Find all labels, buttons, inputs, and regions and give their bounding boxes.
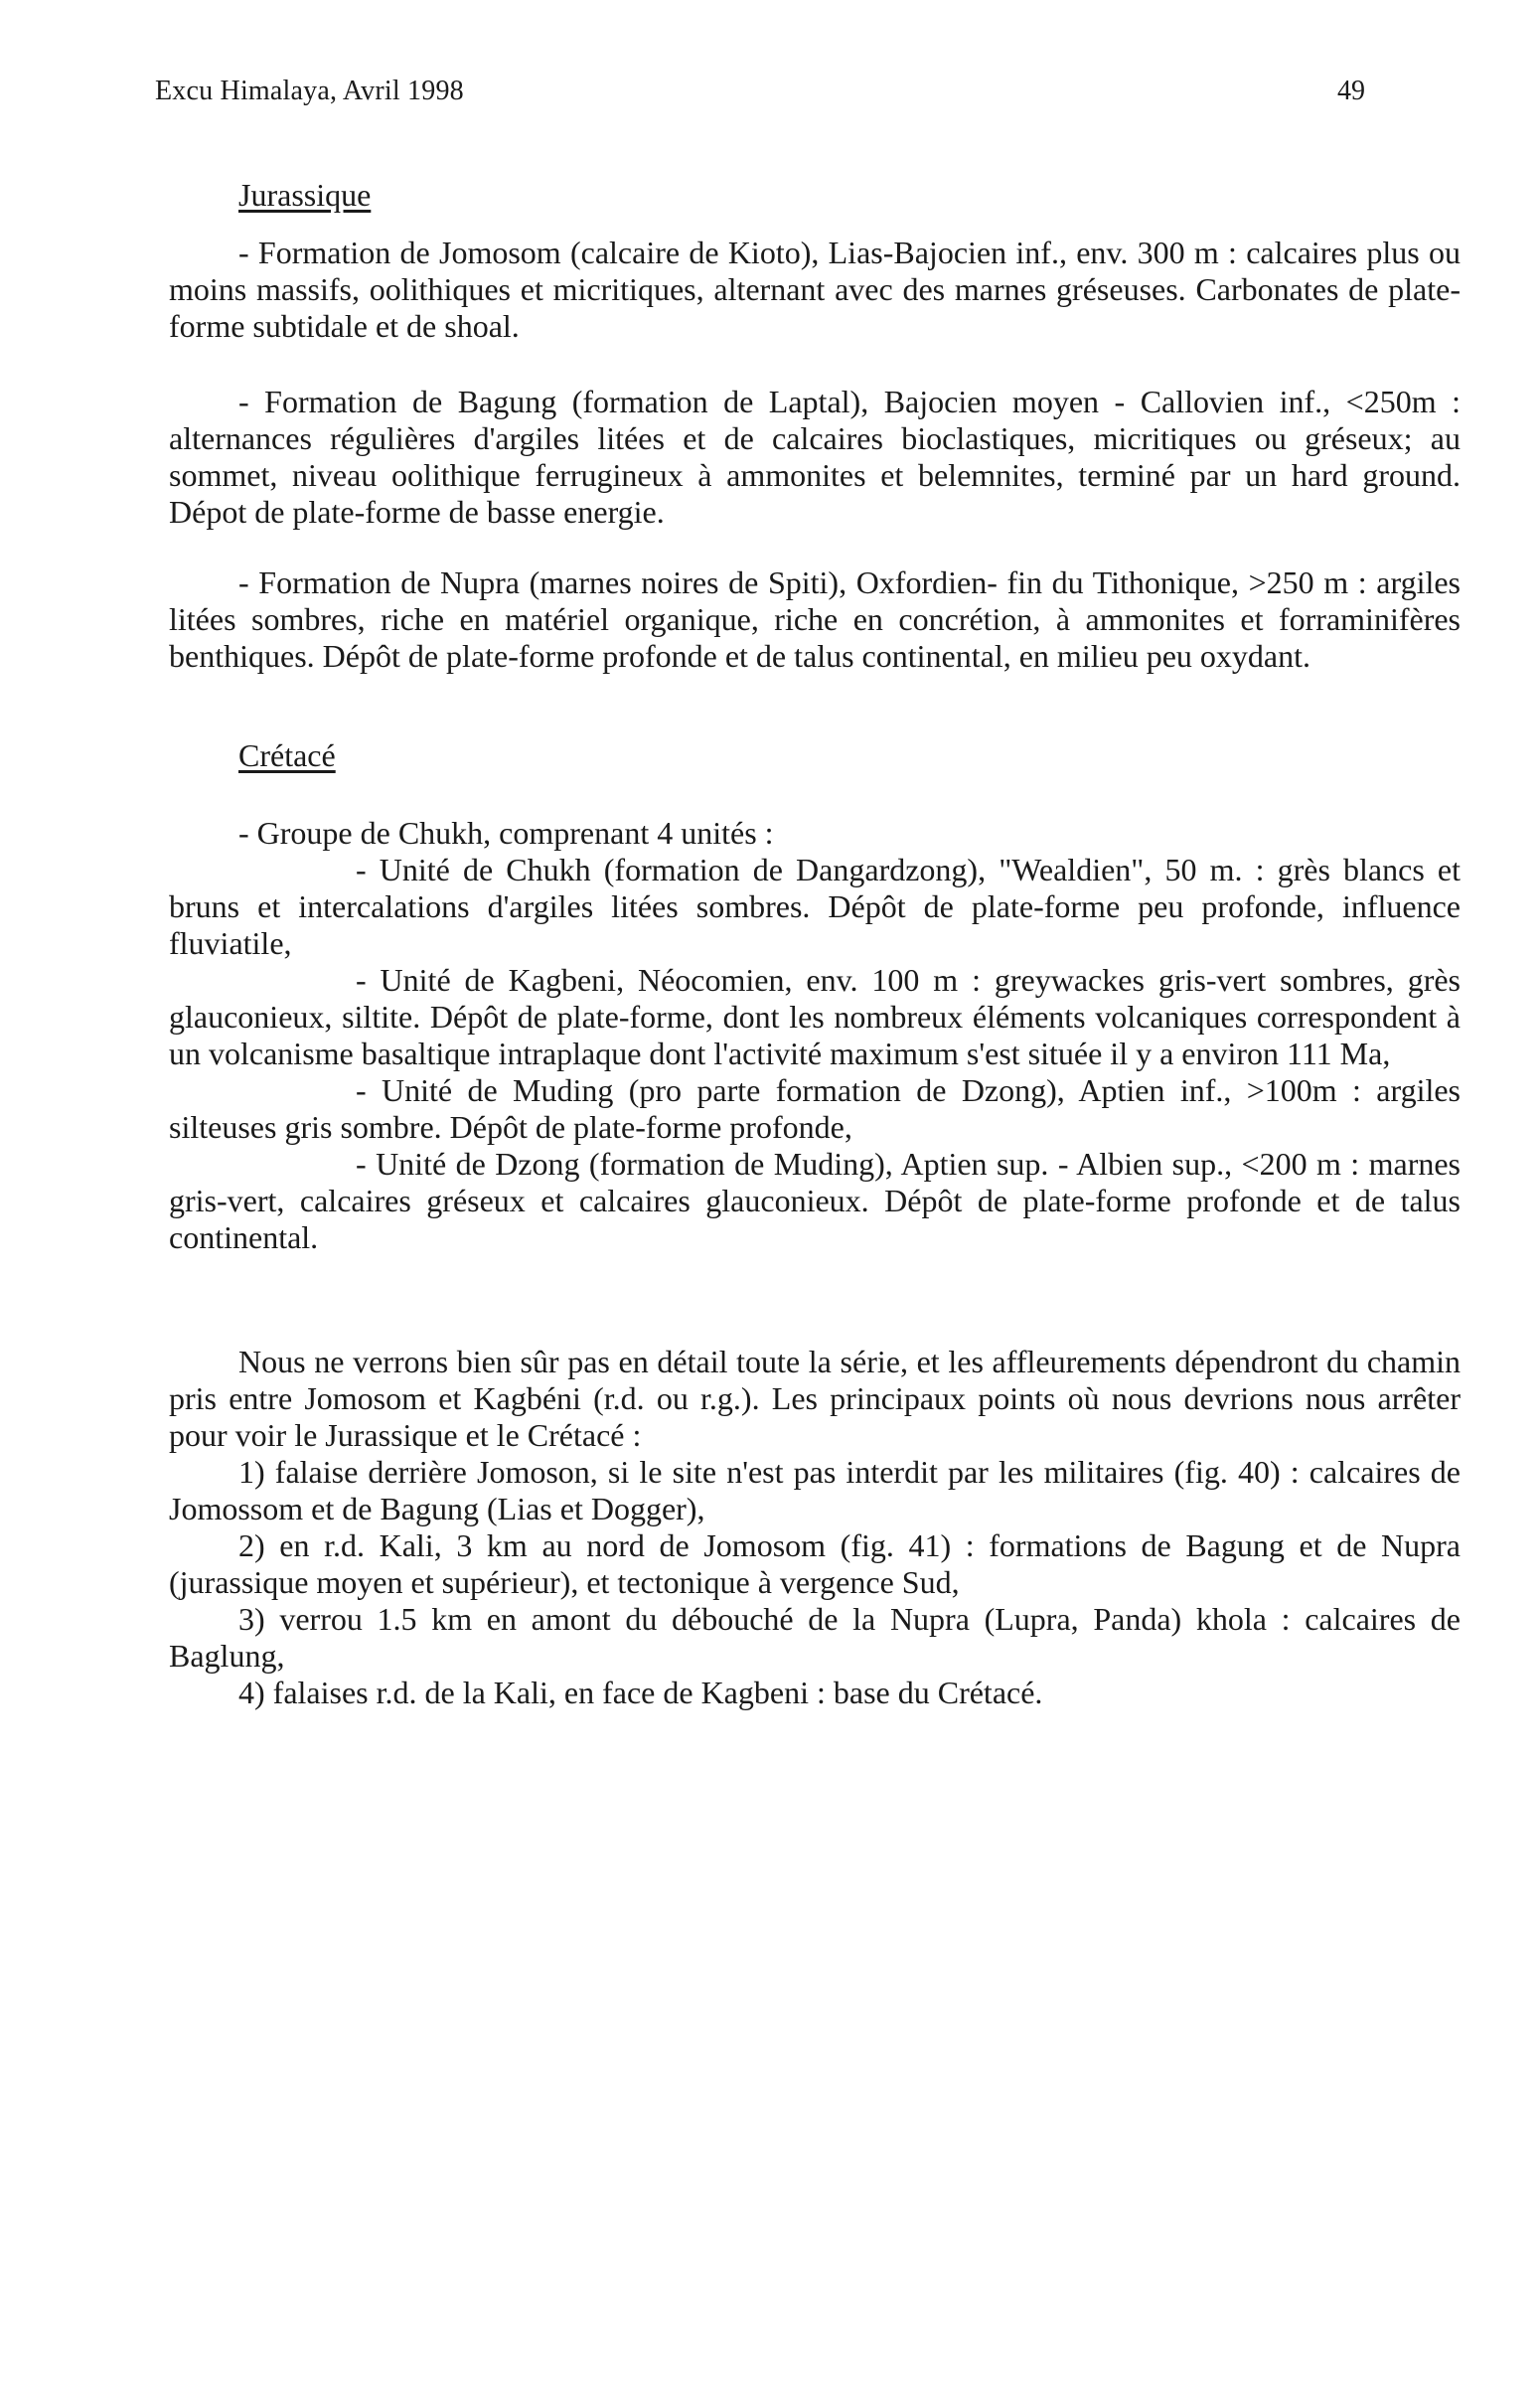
stop-point-1: 1) falaise derrière Jomoson, si le site n'est pas interdit par les militaires (fig. 40) : calcaires de Jomossom et de Bagung (Lias et Dogger), [169, 1454, 1461, 1526]
cretace-block [169, 815, 1461, 1256]
paragraph-jomosom: - Formation de Jomosom (calcaire de Kioto), Lias-Bajocien inf., env. 300 m : calcaires plus ou moins massifs, oolithiques et micritiques, alternant avec des marnes gréseuses. Carbonates de plate-forme subtidale et de shoal. [169, 235, 1461, 344]
unit-muding: - Unité de Muding (pro parte formation de Dzong), Aptien inf., >100m : argiles silteuses gris sombre. Dépôt de plate-forme profonde, [169, 1072, 1461, 1145]
jurassique-paragraph [169, 384, 1461, 531]
stop-point-2: 2) en r.d. Kali, 3 km au nord de Jomosom (fig. 41) : formations de Bagung et de Nupra (jurassique moyen et supérieur), et tectonique à vergence Sud, [169, 1527, 1461, 1600]
header-title: Excu Himalaya, Avril 1998 [155, 76, 464, 106]
paragraph-bagung: - Formation de Bagung (formation de Laptal), Bajocien moyen - Callovien inf., <250m : alternances régulières d'argiles litées et de calcaires bioclastiques, micritiques ou gréseux; au sommet, niveau oolithique ferrugineux à ammonites et belemnites, terminé par un hard ground. Dépot de plate-forme de basse energie. [169, 384, 1461, 530]
conclusion-intro: Nous ne verrons bien sûr pas en détail toute la série, et les affleurements dépendront du chamin pris entre Jomosom et Kagbéni (r.d. ou r.g.). Les principaux points où nous devrions nous arrêter pour voir le Jurassique et le Crétacé : [169, 1344, 1461, 1453]
unit-chukh: - Unité de Chukh (formation de Dangardzong), "Wealdien", 50 m. : grès blancs et bruns et intercalations d'argiles litées sombres. Dépôt de plate-forme peu profonde, influence fluviatile, [169, 852, 1461, 961]
conclusion-block [169, 1344, 1461, 1711]
stop-point-3: 3) verrou 1.5 km en amont du débouché de la Nupra (Lupra, Panda) khola : calcaires de Baglung, [169, 1601, 1461, 1674]
section-title-jurassique: Jurassique [238, 177, 372, 213]
jurassique-paragraph [169, 564, 1461, 675]
stop-point-4: 4) falaises r.d. de la Kali, en face de Kagbeni : base du Crétacé. [238, 1675, 1043, 1710]
paragraph-nupra: - Formation de Nupra (marnes noires de Spiti), Oxfordien- fin du Tithonique, >250 m : argiles litées sombres, riche en matériel organique, riche en concrétion, à ammonites et forraminifères benthiques. Dépôt de plate-forme profonde et de talus continental, en milieu peu oxydant. [169, 564, 1461, 674]
page-header [155, 76, 1385, 107]
group-chukh: - Groupe de Chukh, comprenant 4 unités : [238, 815, 774, 851]
unit-dzong: - Unité de Dzong (formation de Muding), Aptien sup. - Albien sup., <200 m : marnes gris-vert, calcaires gréseux et calcaires glauconieux. Dépôt de plate-forme profonde et de talus continental. [169, 1146, 1461, 1255]
page-number: 49 [1337, 76, 1365, 106]
unit-kagbeni: - Unité de Kagbeni, Néocomien, env. 100 m : greywackes gris-vert sombres, grès glauconieux, siltite. Dépôt de plate-forme, dont les nombreux éléments volcaniques correspondent à un volcanisme basaltique intraplaque dont l'activité maximum s'est située il y a environ 111 Ma, [169, 962, 1461, 1071]
jurassique-paragraph [169, 235, 1461, 345]
section-title-cretace: Crétacé [238, 737, 336, 773]
